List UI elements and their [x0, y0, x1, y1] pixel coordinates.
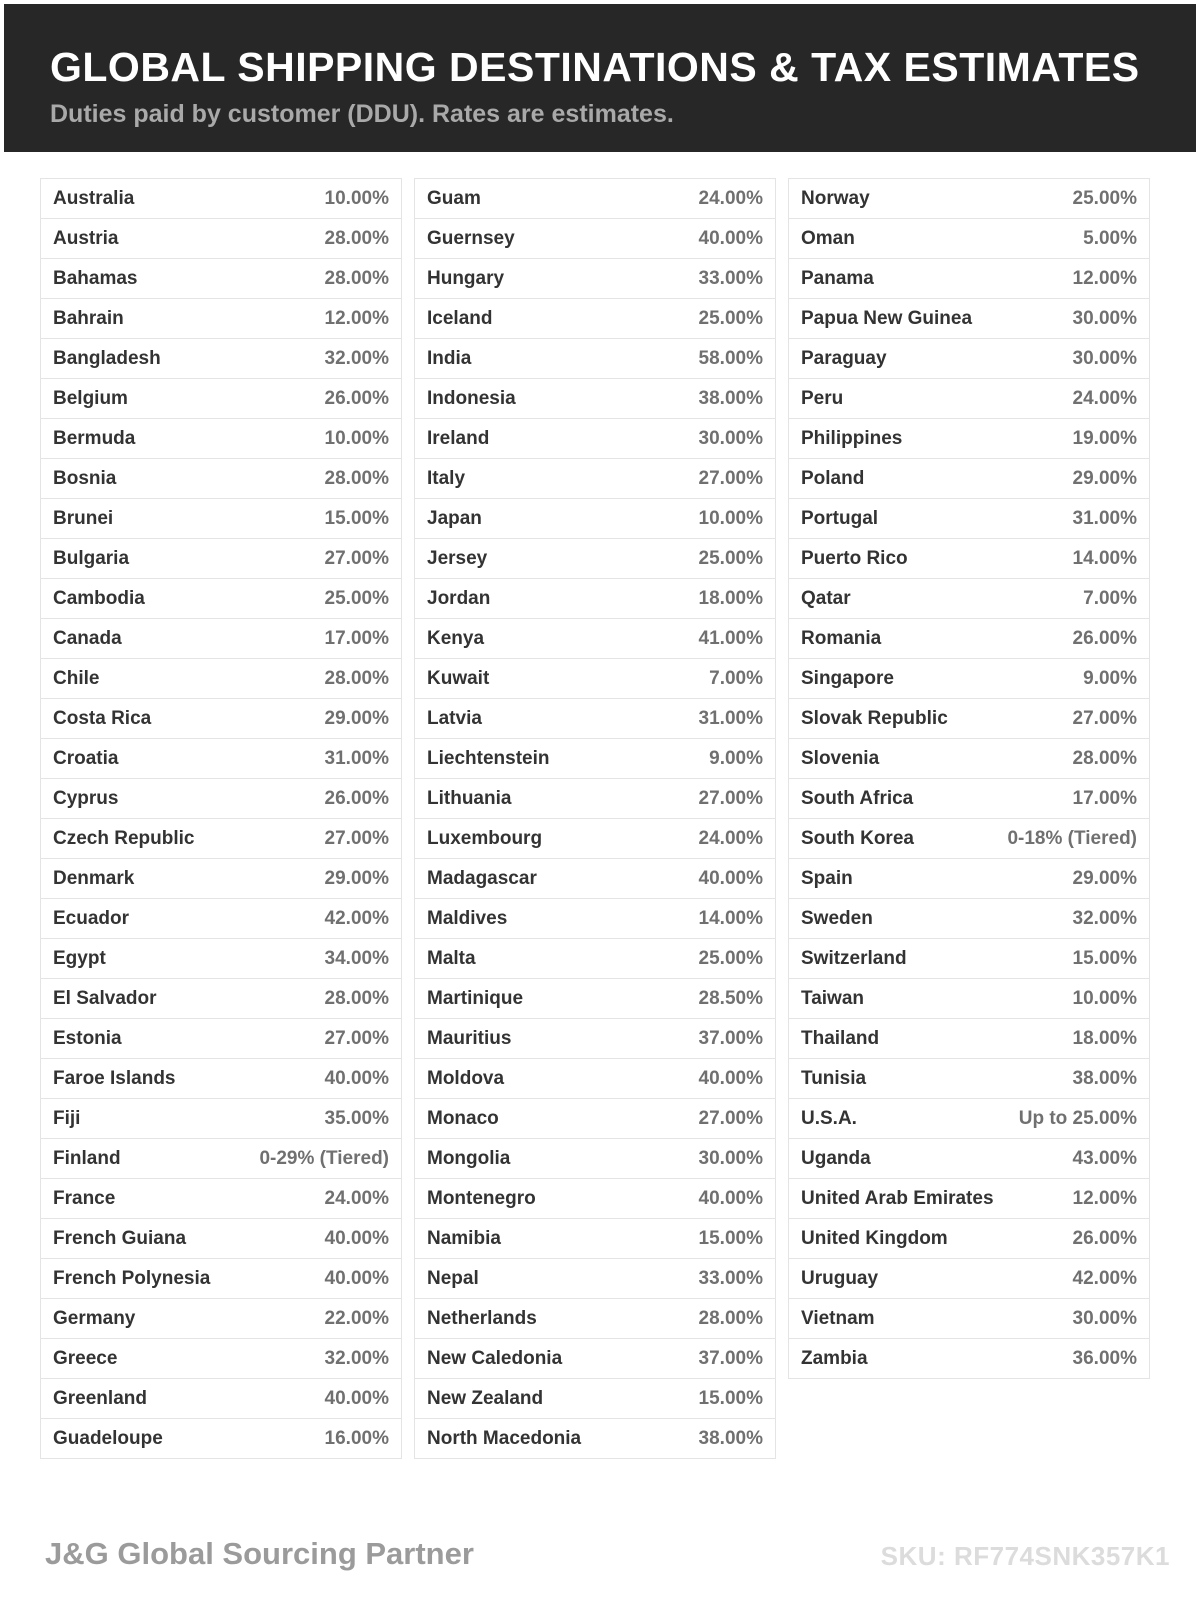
tax-rate: 12.00%	[1072, 267, 1137, 289]
rate-row	[40, 818, 402, 859]
tax-rate: 29.00%	[1072, 867, 1137, 889]
tax-rate: 10.00%	[324, 187, 389, 209]
rate-row	[788, 1058, 1150, 1099]
country-name: Austria	[53, 227, 119, 249]
country-name: Luxembourg	[427, 827, 543, 849]
rate-row	[40, 1418, 402, 1459]
tax-rate: 29.00%	[324, 867, 389, 889]
rate-row	[40, 218, 402, 259]
rate-row	[788, 978, 1150, 1019]
tax-rate: Up to 25.00%	[1018, 1107, 1137, 1129]
country-name: Monaco	[427, 1107, 499, 1129]
country-name: Uganda	[801, 1147, 871, 1169]
tax-rate: 28.00%	[324, 987, 389, 1009]
country-name: Poland	[801, 467, 865, 489]
rate-row	[414, 1418, 776, 1459]
tax-rate: 37.00%	[698, 1027, 763, 1049]
tax-rate: 28.00%	[324, 467, 389, 489]
tax-rate: 18.00%	[698, 587, 763, 609]
tax-rate: 58.00%	[698, 347, 763, 369]
tax-rate: 41.00%	[698, 627, 763, 649]
tax-rate: 40.00%	[324, 1227, 389, 1249]
country-name: Kuwait	[427, 667, 490, 689]
country-name: Slovenia	[801, 747, 880, 769]
country-name: Costa Rica	[53, 707, 152, 729]
country-name: Sweden	[801, 907, 873, 929]
rate-row	[788, 1178, 1150, 1219]
tax-rate: 15.00%	[698, 1227, 763, 1249]
tax-rate: 15.00%	[324, 507, 389, 529]
rate-row	[414, 738, 776, 779]
rate-row	[414, 458, 776, 499]
rates-column-3	[788, 178, 1150, 1379]
rate-row	[40, 578, 402, 619]
rate-row	[40, 978, 402, 1019]
tax-rate: 9.00%	[1083, 667, 1137, 689]
tax-rate: 28.50%	[698, 987, 763, 1009]
rates-column-2	[414, 178, 776, 1459]
tax-rate: 35.00%	[324, 1107, 389, 1129]
country-name: Greece	[53, 1347, 118, 1369]
rate-row	[788, 298, 1150, 339]
country-name: Finland	[53, 1147, 121, 1169]
tax-rate: 0-29% (Tiered)	[259, 1147, 389, 1169]
tax-rate: 38.00%	[1072, 1067, 1137, 1089]
rate-row	[788, 578, 1150, 619]
tax-rate: 42.00%	[324, 907, 389, 929]
country-name: Jordan	[427, 587, 491, 609]
country-name: Australia	[53, 187, 135, 209]
rate-row	[414, 298, 776, 339]
rate-row	[40, 1138, 402, 1179]
rate-row	[40, 858, 402, 899]
tax-rate: 14.00%	[698, 907, 763, 929]
country-name: Iceland	[427, 307, 493, 329]
rate-row	[788, 778, 1150, 819]
tax-rate: 12.00%	[1072, 1187, 1137, 1209]
tax-rate: 5.00%	[1083, 227, 1137, 249]
tax-rate: 30.00%	[698, 427, 763, 449]
tax-rate: 27.00%	[324, 1027, 389, 1049]
rate-row	[788, 1338, 1150, 1379]
country-name: Estonia	[53, 1027, 122, 1049]
rate-row	[414, 1058, 776, 1099]
country-name: Lithuania	[427, 787, 512, 809]
tax-rate: 31.00%	[698, 707, 763, 729]
rate-row	[414, 1018, 776, 1059]
rate-row	[414, 938, 776, 979]
rate-row	[40, 778, 402, 819]
country-name: North Macedonia	[427, 1427, 582, 1449]
country-name: Guernsey	[427, 227, 515, 249]
country-name: New Zealand	[427, 1387, 544, 1409]
rate-row	[414, 978, 776, 1019]
tax-rate: 9.00%	[709, 747, 763, 769]
tax-rate: 15.00%	[1072, 947, 1137, 969]
country-name: Guam	[427, 187, 481, 209]
country-name: Fiji	[53, 1107, 81, 1129]
rate-row	[414, 178, 776, 219]
rate-row	[40, 498, 402, 539]
rate-row	[788, 1098, 1150, 1139]
country-name: El Salvador	[53, 987, 157, 1009]
country-name: Mongolia	[427, 1147, 511, 1169]
country-name: Philippines	[801, 427, 903, 449]
rate-row	[414, 1138, 776, 1179]
rate-row	[40, 1098, 402, 1139]
tax-rate: 40.00%	[324, 1067, 389, 1089]
rate-row	[788, 458, 1150, 499]
tax-rate: 30.00%	[1072, 347, 1137, 369]
rate-row	[414, 658, 776, 699]
tax-rate: 26.00%	[324, 387, 389, 409]
country-name: Liechtenstein	[427, 747, 550, 769]
country-name: Nepal	[427, 1267, 479, 1289]
rate-row	[40, 1338, 402, 1379]
country-name: Netherlands	[427, 1307, 537, 1329]
tax-rate: 37.00%	[698, 1347, 763, 1369]
rates-column-1	[40, 178, 402, 1459]
tax-rate: 28.00%	[698, 1307, 763, 1329]
rate-row	[414, 498, 776, 539]
country-name: Indonesia	[427, 387, 516, 409]
country-name: Papua New Guinea	[801, 307, 973, 329]
rate-row	[788, 258, 1150, 299]
tax-rate: 26.00%	[1072, 1227, 1137, 1249]
rate-row	[788, 618, 1150, 659]
tax-rate: 12.00%	[324, 307, 389, 329]
country-name: Bosnia	[53, 467, 117, 489]
country-name: Chile	[53, 667, 100, 689]
country-name: Martinique	[427, 987, 524, 1009]
rate-row	[788, 1298, 1150, 1339]
tax-rate: 22.00%	[324, 1307, 389, 1329]
country-name: Taiwan	[801, 987, 864, 1009]
tax-rate: 27.00%	[324, 547, 389, 569]
country-name: Maldives	[427, 907, 508, 929]
country-name: Guadeloupe	[53, 1427, 163, 1449]
rate-row	[414, 898, 776, 939]
rate-row	[788, 418, 1150, 459]
rate-row	[788, 1258, 1150, 1299]
rate-row	[40, 658, 402, 699]
country-name: Madagascar	[427, 867, 537, 889]
rate-row	[40, 698, 402, 739]
tax-rate: 15.00%	[698, 1387, 763, 1409]
country-name: Croatia	[53, 747, 119, 769]
country-name: Bulgaria	[53, 547, 130, 569]
rate-row	[40, 1378, 402, 1419]
country-name: Portugal	[801, 507, 879, 529]
rate-row	[40, 378, 402, 419]
tax-rate: 40.00%	[698, 1067, 763, 1089]
tax-rate: 38.00%	[698, 387, 763, 409]
page-subtitle: Duties paid by customer (DDU). Rates are estimates.	[50, 100, 674, 128]
tax-rate: 10.00%	[1072, 987, 1137, 1009]
tax-rate: 24.00%	[324, 1187, 389, 1209]
rate-row	[414, 618, 776, 659]
country-name: Vietnam	[801, 1307, 875, 1329]
tax-rate: 28.00%	[324, 227, 389, 249]
country-name: Germany	[53, 1307, 136, 1329]
rate-row	[414, 1298, 776, 1339]
tax-rate: 25.00%	[698, 947, 763, 969]
rate-row	[414, 338, 776, 379]
rate-row	[40, 738, 402, 779]
tax-rate: 36.00%	[1072, 1347, 1137, 1369]
tax-rate: 27.00%	[698, 787, 763, 809]
rate-row	[40, 1218, 402, 1259]
tax-rate: 34.00%	[324, 947, 389, 969]
rate-row	[40, 1178, 402, 1219]
tax-rate: 30.00%	[1072, 1307, 1137, 1329]
country-name: Tunisia	[801, 1067, 867, 1089]
country-name: Mauritius	[427, 1027, 512, 1049]
country-name: Egypt	[53, 947, 106, 969]
country-name: Greenland	[53, 1387, 147, 1409]
rate-row	[788, 818, 1150, 859]
country-name: Oman	[801, 227, 855, 249]
rate-row	[788, 858, 1150, 899]
tax-rate: 16.00%	[324, 1427, 389, 1449]
rate-row	[40, 1258, 402, 1299]
country-name: Bangladesh	[53, 347, 161, 369]
country-name: Spain	[801, 867, 853, 889]
country-name: Bahamas	[53, 267, 138, 289]
tax-rate: 24.00%	[698, 827, 763, 849]
country-name: U.S.A.	[801, 1107, 857, 1129]
country-name: Malta	[427, 947, 476, 969]
tax-rate: 29.00%	[324, 707, 389, 729]
country-name: Thailand	[801, 1027, 880, 1049]
tax-rate: 26.00%	[1072, 627, 1137, 649]
country-name: Romania	[801, 627, 882, 649]
country-name: Cambodia	[53, 587, 145, 609]
rate-row	[414, 778, 776, 819]
rate-row	[40, 338, 402, 379]
tax-rate: 25.00%	[698, 547, 763, 569]
rate-row	[414, 1258, 776, 1299]
tax-rate: 18.00%	[1072, 1027, 1137, 1049]
country-name: Namibia	[427, 1227, 501, 1249]
rate-row	[788, 898, 1150, 939]
rate-row	[414, 418, 776, 459]
sku-label: SKU: RF774SNK357K1	[880, 1541, 1170, 1571]
rate-row	[414, 1378, 776, 1419]
rate-row	[788, 538, 1150, 579]
tax-rate: 31.00%	[324, 747, 389, 769]
rate-row	[788, 338, 1150, 379]
rate-row	[788, 1218, 1150, 1259]
tax-rate: 42.00%	[1072, 1267, 1137, 1289]
rate-row	[414, 1218, 776, 1259]
tax-rate: 0-18% (Tiered)	[1007, 827, 1137, 849]
country-name: Belgium	[53, 387, 128, 409]
rate-row	[40, 1058, 402, 1099]
rate-row	[40, 618, 402, 659]
rate-row	[414, 378, 776, 419]
rate-row	[414, 538, 776, 579]
tax-rate: 40.00%	[698, 1187, 763, 1209]
page-title: GLOBAL SHIPPING DESTINATIONS & TAX ESTIMATES	[50, 44, 1140, 90]
country-name: Paraguay	[801, 347, 887, 369]
rate-row	[40, 1298, 402, 1339]
rate-row	[788, 378, 1150, 419]
rate-row	[788, 1138, 1150, 1179]
country-name: Peru	[801, 387, 844, 409]
rate-row	[788, 698, 1150, 739]
tax-rate: 40.00%	[324, 1387, 389, 1409]
tax-rate: 30.00%	[1072, 307, 1137, 329]
tax-rate: 28.00%	[1072, 747, 1137, 769]
tax-rate: 28.00%	[324, 667, 389, 689]
tax-rate: 40.00%	[698, 867, 763, 889]
country-name: India	[427, 347, 472, 369]
rate-row	[40, 458, 402, 499]
country-name: Kenya	[427, 627, 485, 649]
rate-row	[40, 938, 402, 979]
country-name: United Arab Emirates	[801, 1187, 994, 1209]
country-name: Moldova	[427, 1067, 505, 1089]
tax-rate: 32.00%	[1072, 907, 1137, 929]
rate-row	[414, 1338, 776, 1379]
tax-rate: 27.00%	[698, 467, 763, 489]
rate-row	[414, 858, 776, 899]
rate-row	[788, 498, 1150, 539]
tax-rate: 28.00%	[324, 267, 389, 289]
tax-rate: 24.00%	[1072, 387, 1137, 409]
rate-row	[788, 738, 1150, 779]
rate-row	[40, 178, 402, 219]
country-name: New Caledonia	[427, 1347, 563, 1369]
country-name: Qatar	[801, 587, 851, 609]
tax-rate: 30.00%	[698, 1147, 763, 1169]
rates-table	[40, 178, 1150, 1459]
country-name: Bermuda	[53, 427, 136, 449]
header-banner	[4, 4, 1196, 152]
tax-rate: 19.00%	[1072, 427, 1137, 449]
tax-rate: 33.00%	[698, 267, 763, 289]
brand-name: J&G Global Sourcing Partner	[45, 1536, 474, 1571]
country-name: Zambia	[801, 1347, 868, 1369]
tax-rate: 27.00%	[1072, 707, 1137, 729]
country-name: Panama	[801, 267, 874, 289]
country-name: Cyprus	[53, 787, 119, 809]
country-name: South Korea	[801, 827, 914, 849]
tax-rate: 7.00%	[1083, 587, 1137, 609]
tax-rate: 24.00%	[698, 187, 763, 209]
country-name: Denmark	[53, 867, 135, 889]
rate-row	[414, 1098, 776, 1139]
country-name: France	[53, 1187, 116, 1209]
rate-row	[40, 258, 402, 299]
tax-rate: 25.00%	[698, 307, 763, 329]
tax-rate: 29.00%	[1072, 467, 1137, 489]
country-name: Singapore	[801, 667, 894, 689]
rate-row	[788, 218, 1150, 259]
tax-rate: 10.00%	[698, 507, 763, 529]
tax-rate: 10.00%	[324, 427, 389, 449]
country-name: Switzerland	[801, 947, 907, 969]
tax-rate: 27.00%	[698, 1107, 763, 1129]
country-name: Czech Republic	[53, 827, 195, 849]
country-name: Latvia	[427, 707, 482, 729]
country-name: Ecuador	[53, 907, 130, 929]
country-name: South Africa	[801, 787, 914, 809]
tax-rate: 17.00%	[324, 627, 389, 649]
rate-row	[40, 538, 402, 579]
country-name: Montenegro	[427, 1187, 536, 1209]
country-name: French Guiana	[53, 1227, 187, 1249]
country-name: Slovak Republic	[801, 707, 948, 729]
rate-row	[40, 898, 402, 939]
rate-row	[788, 938, 1150, 979]
tax-rate: 38.00%	[698, 1427, 763, 1449]
tax-rate: 25.00%	[1072, 187, 1137, 209]
rate-row	[414, 578, 776, 619]
country-name: Faroe Islands	[53, 1067, 176, 1089]
tax-rate: 14.00%	[1072, 547, 1137, 569]
rate-row	[788, 1018, 1150, 1059]
rate-row	[788, 178, 1150, 219]
rate-row	[40, 418, 402, 459]
rate-row	[414, 218, 776, 259]
country-name: Italy	[427, 467, 466, 489]
country-name: Norway	[801, 187, 870, 209]
tax-rate: 40.00%	[324, 1267, 389, 1289]
tax-rate: 40.00%	[698, 227, 763, 249]
tax-rate: 17.00%	[1072, 787, 1137, 809]
tax-rate: 33.00%	[698, 1267, 763, 1289]
tax-rate: 7.00%	[709, 667, 763, 689]
country-name: Uruguay	[801, 1267, 879, 1289]
rate-row	[414, 818, 776, 859]
country-name: French Polynesia	[53, 1267, 211, 1289]
tax-rate: 32.00%	[324, 347, 389, 369]
rate-row	[40, 1018, 402, 1059]
country-name: United Kingdom	[801, 1227, 948, 1249]
country-name: Jersey	[427, 547, 488, 569]
country-name: Brunei	[53, 507, 114, 529]
rate-row	[414, 698, 776, 739]
country-name: Bahrain	[53, 307, 124, 329]
country-name: Hungary	[427, 267, 505, 289]
tax-rate: 43.00%	[1072, 1147, 1137, 1169]
tax-rate: 25.00%	[324, 587, 389, 609]
country-name: Ireland	[427, 427, 490, 449]
rate-row	[40, 298, 402, 339]
country-name: Japan	[427, 507, 482, 529]
country-name: Puerto Rico	[801, 547, 908, 569]
tax-rate: 32.00%	[324, 1347, 389, 1369]
rate-row	[788, 658, 1150, 699]
rate-row	[414, 1178, 776, 1219]
country-name: Canada	[53, 627, 122, 649]
tax-rate: 26.00%	[324, 787, 389, 809]
tax-rate: 31.00%	[1072, 507, 1137, 529]
rate-row	[414, 258, 776, 299]
tax-rate: 27.00%	[324, 827, 389, 849]
